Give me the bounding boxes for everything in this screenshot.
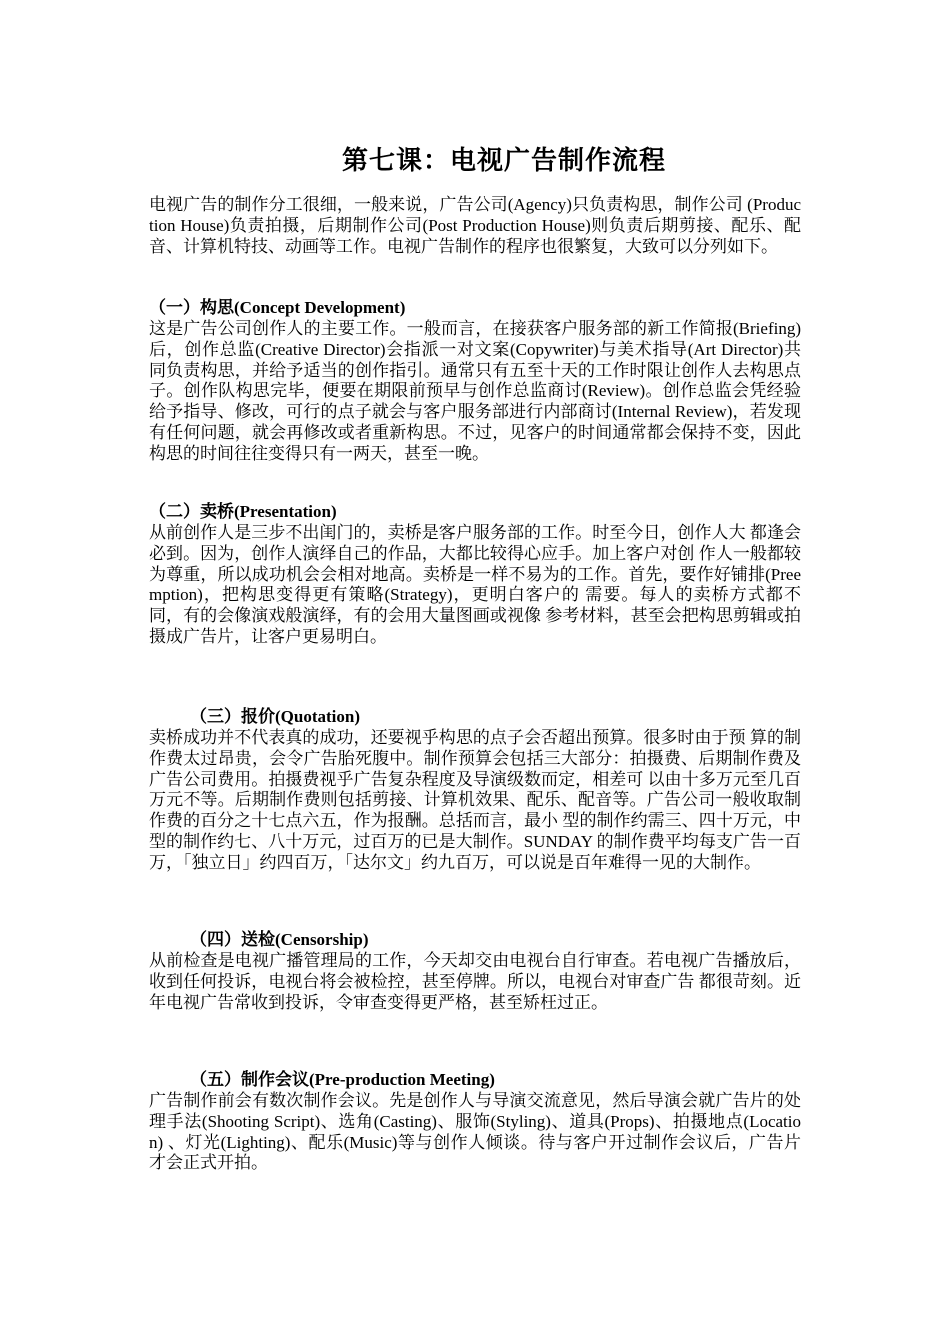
section-body-presentation: 从前创作人是三步不出闺门的，卖桥是客户服务部的工作。时至今日，创作人大 都逢会必到。因为，创作人演绎自己的作品，大都比较得心应手。加上客户对创 作人一般都较为尊重，所以成功机会会相对地高。卖桥是一样不易为的工作。首先，要作好铺排(Preemption)，把构思变得更有策略(Strategy)，更明白客户的 需要。每人的卖桥方式都不同，有的会像演戏般演绎，有的会用大量图画或视像 参考材料，甚至会把构思剪辑或拍摄成广告片，让客户更易明白。 xyxy=(149,523,801,646)
section-body-censorship: 从前检查是电视广播管理局的工作，今天却交由电视台自行审查。若电视广告播放后，收到任何投诉，电视台将会被检控，甚至停牌。所以，电视台对审查广告 都很苛刻。近年电视广告常收到投诉，令审查变得更严格，甚至矫枉过正。 xyxy=(149,951,801,1012)
section-heading-concept: （一）构思(Concept Development) xyxy=(149,298,406,317)
section-heading-preproduction: （五）制作会议(Pre-production Meeting) xyxy=(190,1070,495,1089)
section-heading-presentation: （二）卖桥(Presentation) xyxy=(149,502,337,521)
intro-paragraph: 电视广告的制作分工很细，一般来说，广告公司(Agency)只负责构思，制作公司 (Production House)负责拍摄，后期制作公司(Post Production House)则负责后期剪接、配乐、配音、计算机特技、动画等工作。电视广告制作的程序也很繁复，大致可以分列如下。 xyxy=(149,195,801,256)
section-body-concept: 这是广告公司创作人的主要工作。一般而言，在接获客户服务部的新工作简报(Briefing)后，创作总监(Creative Director)会指派一对文案(Copywriter)与美术指导(Art Director)共同负责构思，并给予适当的创作指引。通常只有五至十天的工作时限让创作人去构思点子。创作队构思完毕，便要在期限前预早与创作总监商讨(Review)。创作总监会凭经验给予指导、修改，可行的点子就会与客户服务部进行内部商讨(Internal Review)，若发现有任何问题，就会再修改或者重新构思。不过，见客户的时间通常都会保持不变，因此构思的时间往往变得只有一两天，甚至一晚。 xyxy=(149,319,801,463)
section-body-preproduction: 广告制作前会有数次制作会议。先是创作人与导演交流意见，然后导演会就广告片的处理手法(Shooting Script)、选角(Casting)、服饰(Styling)、道具(Props)、拍摄地点(Location) 、灯光(Lighting)、配乐(Music)等与创作人倾谈。待与客户开过制作会议后，广告片才会正式开拍。 xyxy=(149,1091,801,1173)
page-title: 第七课：电视广告制作流程 xyxy=(341,146,666,175)
section-body-quotation: 卖桥成功并不代表真的成功，还要视乎构思的点子会否超出预算。很多时由于预 算的制作费太过昂贵，会令广告胎死腹中。制作预算会包括三大部分：拍摄费、后期制作费及广告公司费用。拍摄费视乎广告复杂程度及导演级数而定，相差可 以由十多万元至几百万元不等。后期制作费则包括剪接、计算机效果、配乐、配音等。广告公司一般收取制作费的百分之十七点六五，作为报酬。总括而言，最小 型的制作约需三、四十万元，中型的制作约七、八十万元，过百万的已是大制作。SUNDAY 的制作费平均每支广告一百万，「独立日」约四百万，「达尔文」约九百万，可以说是百年难得一见的大制作。 xyxy=(149,728,801,872)
section-heading-censorship: （四）送检(Censorship) xyxy=(190,930,369,949)
section-heading-quotation: （三）报价(Quotation) xyxy=(190,707,360,726)
